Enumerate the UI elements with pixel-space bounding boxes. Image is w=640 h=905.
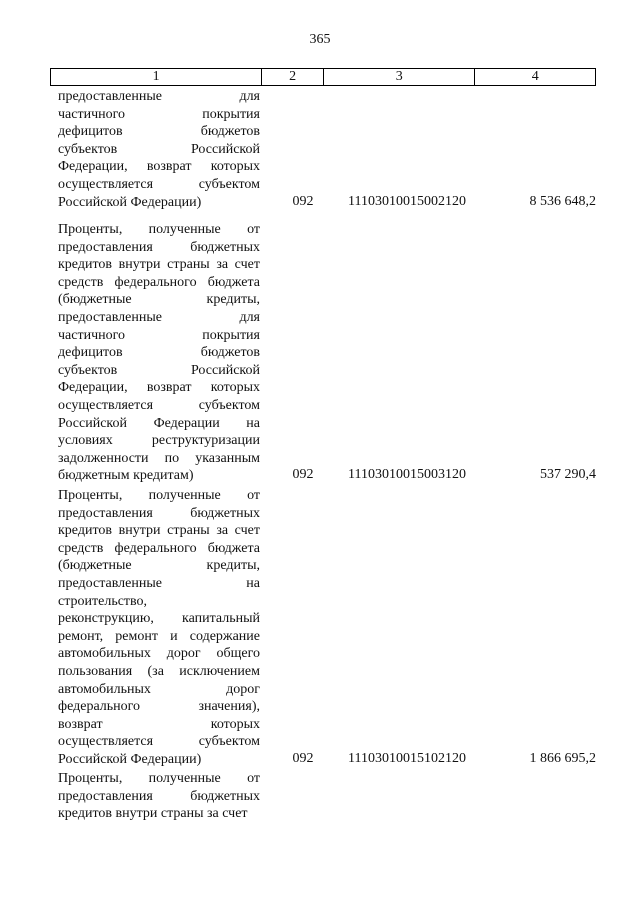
description-line: возврат которых	[58, 716, 260, 732]
description-line: частичного покрытия	[58, 327, 260, 343]
description-line: реконструкцию, капитальный	[58, 611, 260, 627]
income-description	[58, 487, 260, 769]
description-line: средств федерального бюджета	[58, 274, 260, 290]
description-line: дефицитов бюджетов	[58, 345, 260, 361]
admin-code: 092	[292, 467, 314, 483]
description-line: предоставления бюджетных	[58, 788, 260, 804]
description-line: пользования (за исключением	[58, 663, 260, 679]
description-line: предоставления бюджетных	[58, 505, 260, 521]
description-line: осуществляется субъектом	[58, 176, 260, 192]
description-line: условиях реструктуризации	[58, 433, 260, 449]
description-line: осуществляется субъектом	[58, 734, 260, 750]
description-line: дефицитов бюджетов	[58, 124, 260, 140]
description-line: Проценты, полученные от	[58, 222, 260, 237]
admin-code: 092	[292, 751, 314, 766]
amount-value: 537 290,4	[540, 467, 596, 483]
description-line: (бюджетные кредиты,	[58, 292, 260, 308]
description-line: задолженности по указанным	[58, 450, 260, 466]
header-col-2: 2	[262, 69, 324, 85]
description-line: Федерации, возврат которых	[58, 159, 260, 175]
description-line: предоставленные на	[58, 575, 260, 591]
description-line: субъектов Российской	[58, 362, 260, 378]
header-col-4: 4	[531, 69, 539, 84]
description-line: строительство,	[58, 593, 148, 609]
budget-classification-code: 11103010015003120	[348, 467, 466, 483]
description-line: Российской Федерации)	[58, 751, 202, 767]
page-number: 365	[309, 32, 331, 47]
description-line: бюджетным кредитам)	[58, 468, 194, 484]
description-line: предоставления бюджетных	[58, 239, 260, 255]
description-line: осуществляется субъектом	[58, 397, 260, 413]
description-line: кредитов внутри страны за счет	[58, 257, 260, 273]
description-line: средств федерального бюджета	[58, 540, 260, 556]
description-line: кредитов внутри страны за счет	[58, 523, 260, 539]
description-line: частичного покрытия	[58, 106, 260, 122]
header-col-3: 3	[324, 69, 475, 85]
description-line: субъектов Российской	[58, 141, 260, 157]
description-line: предоставленные для	[58, 89, 260, 104]
amount-value: 8 536 648,2	[529, 193, 596, 209]
budget-classification-code: 11103010015102120	[348, 751, 466, 766]
description-line: Проценты, полученные от	[58, 771, 260, 786]
income-description	[58, 221, 260, 485]
description-line: Российской Федерации на	[58, 415, 260, 431]
description-line: Российской Федерации)	[58, 194, 202, 210]
description-line: автомобильных дорог общего	[58, 646, 260, 662]
description-line: ремонт, ремонт и содержание	[58, 628, 260, 644]
description-line: Федерации, возврат которых	[58, 380, 260, 396]
budget-classification-code: 11103010015002120	[348, 193, 466, 209]
description-line: кредитов внутри страны за счет	[58, 806, 248, 822]
income-description	[58, 88, 260, 211]
table-header-row	[50, 68, 596, 86]
amount-value: 1 866 695,2	[529, 751, 596, 766]
header-col-1: 1	[51, 69, 262, 85]
description-line: (бюджетные кредиты,	[58, 558, 260, 574]
description-line: автомобильных дорог	[58, 681, 260, 697]
description-line: предоставленные для	[58, 309, 260, 325]
description-line: федерального значения),	[58, 699, 260, 715]
description-line: Проценты, полученные от	[58, 488, 260, 503]
income-description	[58, 770, 260, 823]
admin-code: 092	[292, 193, 314, 209]
